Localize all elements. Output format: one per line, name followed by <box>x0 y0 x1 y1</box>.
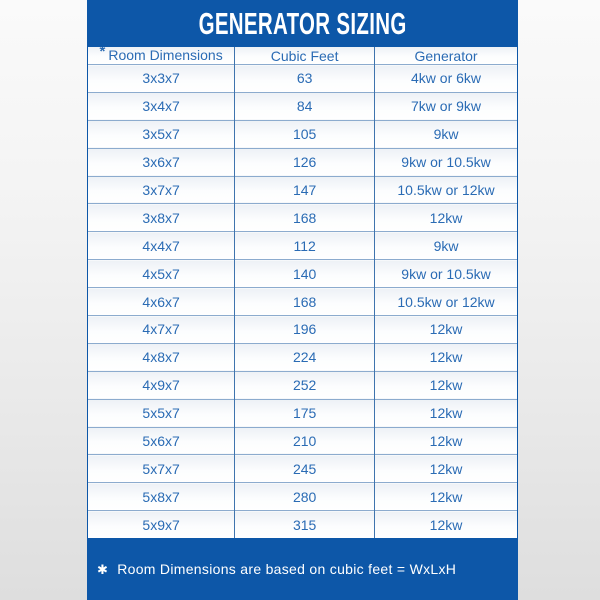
room-dimensions-cell: 4x9x7 <box>88 371 235 399</box>
cubic-feet-cell: 175 <box>235 399 375 427</box>
cubic-feet-cell: 168 <box>235 204 375 232</box>
room-dimensions-cell: 3x8x7 <box>88 204 235 232</box>
table-row <box>88 92 517 120</box>
table-row <box>88 120 517 148</box>
table-row <box>88 399 517 427</box>
room-dimensions-cell: 4x5x7 <box>88 260 235 288</box>
footer-note-text: Room Dimensions are based on cubic feet = WxLxH <box>117 561 457 577</box>
generator-cell: 12kw <box>375 316 517 344</box>
room-dimensions-cell: 4x6x7 <box>88 288 235 316</box>
footer-note <box>87 538 518 600</box>
table-row <box>88 483 517 511</box>
table-row <box>88 511 517 538</box>
room-dimensions-cell: 4x7x7 <box>88 316 235 344</box>
cubic-feet-cell: 315 <box>235 511 375 538</box>
generator-cell: 9kw or 10.5kw <box>375 260 517 288</box>
cubic-feet-cell: 280 <box>235 483 375 511</box>
cubic-feet-cell: 63 <box>235 65 375 93</box>
room-dimensions-cell: 5x5x7 <box>88 399 235 427</box>
room-dimensions-cell: 3x6x7 <box>88 148 235 176</box>
column-header-generator: Generator <box>375 47 517 65</box>
generator-cell: 7kw or 9kw <box>375 92 517 120</box>
cubic-feet-cell: 196 <box>235 316 375 344</box>
table-row <box>88 427 517 455</box>
generator-cell: 12kw <box>375 511 517 538</box>
generator-cell: 9kw <box>375 120 517 148</box>
table-row <box>88 455 517 483</box>
table-row <box>88 148 517 176</box>
room-dimensions-cell: 4x4x7 <box>88 232 235 260</box>
column-header-room-dimensions-label: Room Dimensions <box>108 47 223 63</box>
cubic-feet-cell: 84 <box>235 92 375 120</box>
generator-cell: 12kw <box>375 204 517 232</box>
generator-cell: 9kw <box>375 232 517 260</box>
generator-cell: 10.5kw or 12kw <box>375 288 517 316</box>
room-dimensions-cell: 3x3x7 <box>88 65 235 93</box>
column-header-room-dimensions <box>88 47 235 65</box>
generator-cell: 12kw <box>375 399 517 427</box>
generator-sizing-panel <box>87 0 518 600</box>
generator-cell: 12kw <box>375 455 517 483</box>
table-row <box>88 343 517 371</box>
table-row <box>88 316 517 344</box>
generator-cell: 12kw <box>375 427 517 455</box>
room-dimensions-cell: 4x8x7 <box>88 343 235 371</box>
generator-cell: 10.5kw or 12kw <box>375 176 517 204</box>
page-title: GENERATOR SIZING <box>198 6 407 41</box>
room-dimensions-cell: 5x7x7 <box>88 455 235 483</box>
room-dimensions-cell: 3x5x7 <box>88 120 235 148</box>
generator-cell: 9kw or 10.5kw <box>375 148 517 176</box>
table-wrap <box>87 47 518 538</box>
room-dimensions-cell: 3x4x7 <box>88 92 235 120</box>
table-row <box>88 288 517 316</box>
table-row <box>88 371 517 399</box>
asterisk-marker: * <box>99 47 106 60</box>
table-row <box>88 204 517 232</box>
room-dimensions-cell: 5x6x7 <box>88 427 235 455</box>
cubic-feet-cell: 140 <box>235 260 375 288</box>
cubic-feet-cell: 105 <box>235 120 375 148</box>
generator-cell: 12kw <box>375 343 517 371</box>
cubic-feet-cell: 245 <box>235 455 375 483</box>
title-bar <box>87 0 518 47</box>
room-dimensions-cell: 3x7x7 <box>88 176 235 204</box>
table-row <box>88 176 517 204</box>
generator-sizing-table <box>88 47 517 538</box>
column-header-cubic-feet: Cubic Feet <box>235 47 375 65</box>
cubic-feet-cell: 112 <box>235 232 375 260</box>
table-row <box>88 232 517 260</box>
cubic-feet-cell: 147 <box>235 176 375 204</box>
table-row <box>88 260 517 288</box>
table-header-row <box>88 47 517 65</box>
table-row <box>88 65 517 93</box>
generator-cell: 12kw <box>375 371 517 399</box>
generator-cell: 4kw or 6kw <box>375 65 517 93</box>
room-dimensions-cell: 5x8x7 <box>88 483 235 511</box>
cubic-feet-cell: 126 <box>235 148 375 176</box>
generator-cell: 12kw <box>375 483 517 511</box>
cubic-feet-cell: 224 <box>235 343 375 371</box>
asterisk-icon: ✱ <box>97 561 109 577</box>
cubic-feet-cell: 252 <box>235 371 375 399</box>
room-dimensions-cell: 5x9x7 <box>88 511 235 538</box>
cubic-feet-cell: 210 <box>235 427 375 455</box>
cubic-feet-cell: 168 <box>235 288 375 316</box>
